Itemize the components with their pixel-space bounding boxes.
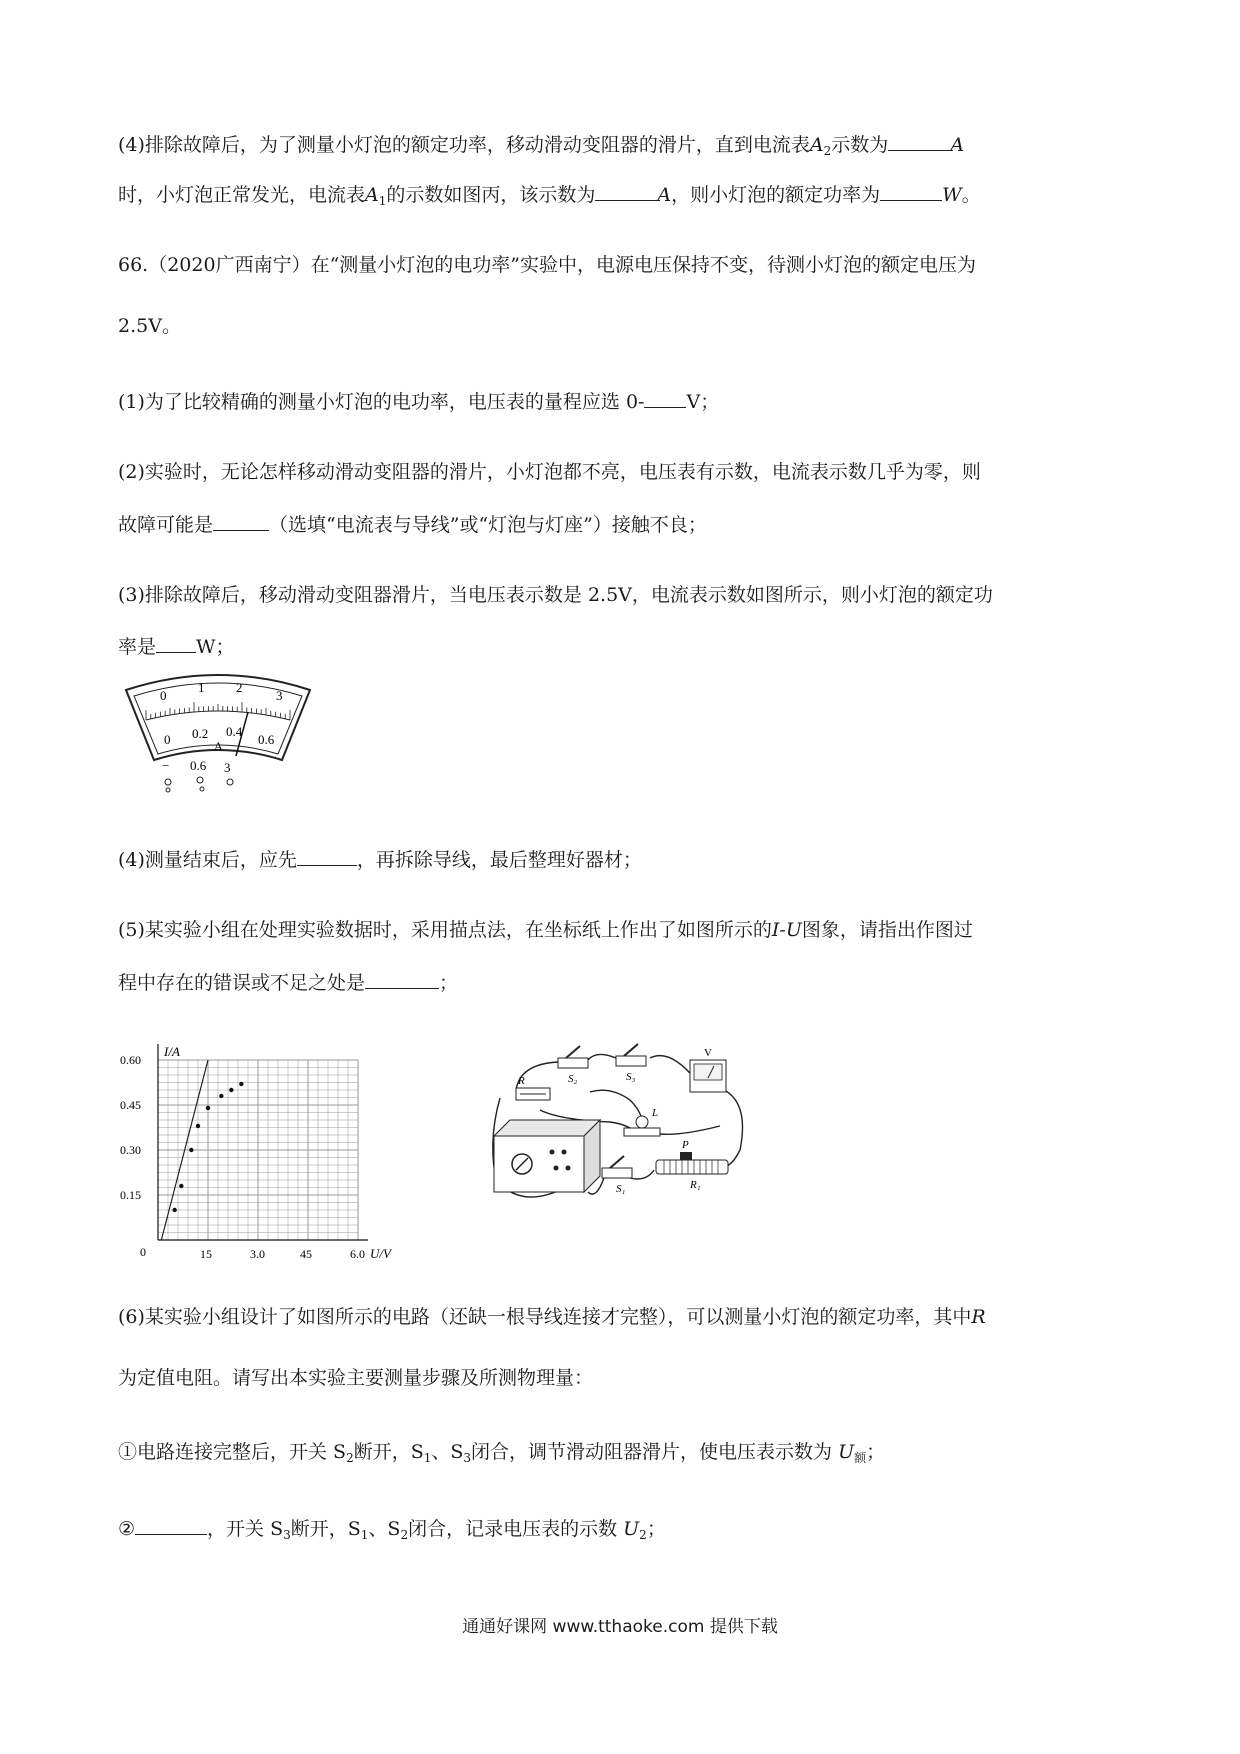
terminal-3 bbox=[227, 779, 233, 785]
scale-top-0: 0 bbox=[160, 688, 167, 703]
answer-blank bbox=[213, 510, 269, 531]
origin-label: 0 bbox=[140, 1245, 146, 1259]
q66-part3-line2: 率是 W； bbox=[118, 632, 235, 659]
circuit-diagram bbox=[480, 1040, 760, 1240]
ammeter-a1-symbol: A bbox=[365, 184, 379, 206]
y-tick-label: 0.45 bbox=[120, 1098, 141, 1112]
ammeter-figure bbox=[118, 668, 318, 808]
x-tick-label: 3.0 bbox=[250, 1247, 265, 1261]
x-axis-label: U/V bbox=[370, 1246, 391, 1261]
terminal-minus bbox=[165, 779, 171, 785]
q66-part4: (4)测量结束后，应先 ，再拆除导线，最后整理好器材； bbox=[118, 845, 642, 872]
scale-top-3: 3 bbox=[276, 688, 283, 703]
scale-bottom-0: 0 bbox=[164, 732, 171, 747]
answer-blank bbox=[595, 180, 657, 201]
y-tick-label: 0.30 bbox=[120, 1143, 141, 1157]
answer-blank bbox=[644, 387, 686, 408]
switch-s3 bbox=[616, 1044, 646, 1066]
switch-s2 bbox=[558, 1046, 588, 1068]
scale-bottom-1: 0.2 bbox=[192, 726, 209, 741]
q66-part1: (1)为了比较精确的测量小灯泡的电功率，电压表的量程应选 0- V； bbox=[118, 387, 719, 414]
ammeter-unit: A bbox=[214, 739, 223, 753]
scale-bottom-2: 0.4 bbox=[226, 724, 243, 739]
q66-part6-line1: (6)某实验小组设计了如图所示的电路（还缺一根导线连接才完整），可以测量小灯泡的额定功率，其中R bbox=[118, 1306, 986, 1328]
label-r: R bbox=[518, 1075, 525, 1087]
q66-step1: ①电路连接完整后，开关 $S_2$断开，$S_1$、$S_3$闭合，调节滑动阻器滑片，使电压表示数为 $U_额$； bbox=[118, 1441, 886, 1465]
answer-blank bbox=[297, 845, 357, 866]
lamp-l bbox=[624, 1116, 660, 1136]
voltmeter bbox=[690, 1060, 726, 1092]
terminal-minus-label: − bbox=[162, 758, 170, 773]
data-point bbox=[172, 1208, 176, 1212]
data-point bbox=[196, 1124, 200, 1128]
y-tick-label: 0.60 bbox=[120, 1053, 141, 1067]
switch-s1 bbox=[602, 1156, 632, 1178]
resistor-r bbox=[516, 1088, 550, 1100]
x-tick-label: 15 bbox=[200, 1247, 212, 1261]
answer-blank bbox=[135, 1514, 207, 1535]
terminal-3-label: 3 bbox=[224, 760, 231, 775]
rheostat-r1 bbox=[656, 1152, 728, 1174]
answer-blank bbox=[888, 130, 950, 151]
iu-graph bbox=[118, 1040, 408, 1270]
ammeter-a2-symbol: A bbox=[809, 134, 824, 156]
q66-part3-line1: (3)排除故障后，移动滑动变阻器滑片，当电压表示数是 2.5V，电流表示数如图所示，则小灯泡的额定功 bbox=[118, 584, 993, 606]
answer-blank bbox=[365, 968, 439, 989]
q66-part5-line1: (5)某实验小组在处理实验数据时，采用描点法，在坐标纸上作出了如图所示的I-U图象，请指出作图过 bbox=[118, 919, 973, 941]
label-s2: S₂ bbox=[568, 1073, 578, 1085]
data-point bbox=[179, 1184, 183, 1188]
x-tick-label: 6.0 bbox=[350, 1247, 365, 1261]
scale-top-2: 2 bbox=[236, 680, 243, 695]
page-footer: 通通好课网 www.tthaoke.com 提供下载 bbox=[462, 1617, 778, 1637]
data-point bbox=[219, 1094, 223, 1098]
label-s3: S₃ bbox=[626, 1071, 636, 1083]
q66-part5-line2: 程中存在的错误或不足之处是 ； bbox=[118, 968, 458, 995]
q66-part6-line2: 为定值电阻。请写出本实验主要测量步骤及所测物理量： bbox=[118, 1367, 594, 1389]
label-p: P bbox=[682, 1139, 689, 1151]
y-axis-label: I/A bbox=[164, 1044, 180, 1059]
x-tick-label: 45 bbox=[300, 1247, 312, 1261]
terminal-0.6 bbox=[197, 777, 203, 783]
q66-part2-line2: 故障可能是 （选填“电流表与导线”或“灯泡与灯座”）接触不良； bbox=[118, 510, 707, 537]
data-point bbox=[229, 1088, 233, 1092]
label-l: L bbox=[652, 1107, 659, 1119]
scale-top-1: 1 bbox=[198, 680, 205, 695]
q66-step2: ② ，开关 $S_3$断开，$S_1$、$S_2$闭合，记录电压表的示数 $U_2$； bbox=[118, 1514, 666, 1547]
label-s1: S₁ bbox=[616, 1183, 626, 1195]
q66-stem-line2: 2.5V。 bbox=[118, 315, 181, 337]
q65-part4-line1: (4)排除故障后，为了测量小灯泡的额定功率，移动滑动变阻器的滑片，直到电流表$A_2$示数为 A bbox=[118, 130, 964, 163]
data-point bbox=[189, 1148, 193, 1152]
q65-part4-line2: 时，小灯泡正常发光，电流表$A_1$的示数如图丙，该示数为 A，则小灯泡的额定功率为 W。 bbox=[118, 180, 981, 213]
data-point bbox=[239, 1082, 243, 1086]
answer-blank bbox=[880, 180, 942, 201]
answer-blank bbox=[156, 632, 196, 653]
data-point bbox=[206, 1106, 210, 1110]
label-r1: R₁ bbox=[690, 1179, 701, 1191]
power-supply bbox=[494, 1120, 600, 1192]
scale-bottom-3: 0.6 bbox=[258, 732, 275, 747]
label-v: V bbox=[704, 1047, 712, 1059]
q66-stem-line1: 66.（2020广西南宁）在“测量小灯泡的电功率”实验中，电源电压保持不变，待测小灯泡的额定电压为 bbox=[118, 254, 976, 276]
q66-part2-line1: (2)实验时，无论怎样移动滑动变阻器的滑片，小灯泡都不亮，电压表有示数，电流表示数几乎为零，则 bbox=[118, 461, 981, 483]
y-tick-label: 0.15 bbox=[120, 1188, 141, 1202]
terminal-0.6-label: 0.6 bbox=[190, 758, 207, 773]
